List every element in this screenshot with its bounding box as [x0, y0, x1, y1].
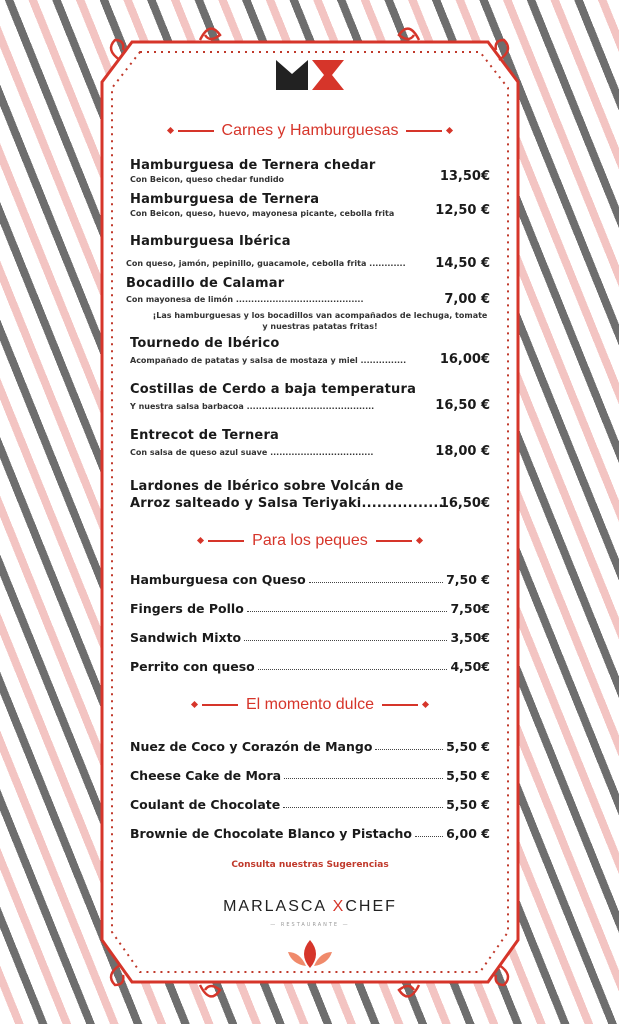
divider [376, 540, 412, 542]
item-name: Hamburguesa Ibérica [130, 234, 291, 249]
brand-part: MARLASCA [223, 898, 333, 915]
menu-item [130, 601, 490, 616]
section-title-text: El momento dulce [245, 696, 375, 713]
item-name: Brownie de Chocolate Blanco y Pistacho [130, 826, 412, 841]
suggestions-note: Consulta nuestras Sugerencias [231, 860, 389, 870]
item-price: 18,00 € [435, 444, 490, 459]
item-price: 5,50 € [446, 768, 490, 783]
item-desc: Con Beicon, queso chedar fundido [130, 175, 285, 184]
section-title-text: Para los peques [252, 532, 368, 549]
section-title-carnes [110, 122, 510, 140]
menu-item [126, 233, 490, 271]
menu-item [130, 478, 490, 512]
item-desc: Con mayonesa de limón .......................................... [126, 295, 364, 304]
menu-item [130, 335, 490, 367]
item-name: Costillas de Cerdo a baja temperatura [130, 382, 417, 397]
section-title-dulce [110, 696, 510, 714]
item-name: Nuez de Coco y Corazón de Mango [130, 739, 373, 754]
item-price: 14,50 € [435, 256, 490, 271]
menu-item [130, 659, 490, 674]
item-name: Perrito con queso [130, 659, 255, 674]
item-name: Tournedo de Ibérico [130, 336, 280, 351]
item-price: 5,50 € [446, 797, 490, 812]
item-price: 4,50€ [450, 659, 490, 674]
item-name: Hamburguesa de Ternera [130, 192, 320, 207]
menu-item [130, 427, 490, 459]
menu-item [130, 572, 490, 587]
menu-item [130, 739, 490, 754]
menu-item [130, 157, 490, 186]
item-desc: Con salsa de queso azul suave .................................. [130, 448, 374, 457]
divider [178, 130, 214, 132]
brand-part: CHEF [345, 898, 397, 915]
item-price: 7,00 € [444, 292, 490, 307]
divider [406, 130, 442, 132]
item-price: 16,50€ [439, 496, 490, 511]
brand-subtitle: — RESTAURANTE — [270, 922, 350, 928]
item-desc: Con Beicon, queso, huevo, mayonesa picante, cebolla frita [130, 209, 395, 218]
menu-item [130, 797, 490, 812]
item-name: Bocadillo de Calamar [126, 276, 285, 291]
brand-x: X [332, 898, 346, 915]
divider [208, 540, 244, 542]
item-name: Cheese Cake de Mora [130, 768, 282, 783]
item-price: 7,50 € [446, 572, 490, 587]
item-name: Coulant de Chocolate [130, 797, 281, 812]
side-note: ¡Las hamburguesas y los bocadillos van acompañados de lechuga, tomate y nuestras patatas fritas! [152, 311, 488, 331]
item-name: Hamburguesa con Queso [130, 572, 306, 587]
item-price: 16,00€ [439, 352, 490, 367]
menu-item [130, 768, 490, 783]
menu-item [130, 191, 490, 220]
item-desc: Y nuestra salsa barbacoa .......................................... [130, 402, 375, 411]
item-desc: Con queso, jamón, pepinillo, guacamole, cebolla frita ............ [126, 259, 406, 268]
item-name: Sandwich Mixto [130, 630, 242, 645]
item-price: 13,50€ [439, 169, 490, 184]
menu-item [130, 381, 490, 413]
menu-item [130, 630, 490, 645]
item-name: Arroz salteado y Salsa Teriyaki................ [130, 496, 444, 511]
brand-name [110, 898, 510, 916]
section-title-peques [110, 532, 510, 550]
menu-item [126, 275, 490, 306]
item-name: Lardones de Ibérico sobre Volcán de [130, 479, 404, 494]
item-price: 3,50€ [450, 630, 490, 645]
item-price: 7,50€ [450, 601, 490, 616]
item-price: 6,00 € [446, 826, 490, 841]
item-desc: Acompañado de patatas y salsa de mostaza y miel ............... [130, 356, 407, 365]
item-name: Entrecot de Ternera [130, 428, 280, 443]
menu-item [130, 826, 490, 841]
item-name: Fingers de Pollo [130, 601, 244, 616]
logo-icon [276, 60, 344, 90]
divider [382, 704, 418, 706]
divider [202, 704, 238, 706]
item-price: 12,50 € [435, 203, 490, 218]
section-title-text: Carnes y Hamburguesas [221, 122, 399, 139]
item-name: Hamburguesa de Ternera chedar [130, 158, 376, 173]
item-price: 16,50 € [435, 398, 490, 413]
item-price: 5,50 € [446, 739, 490, 754]
